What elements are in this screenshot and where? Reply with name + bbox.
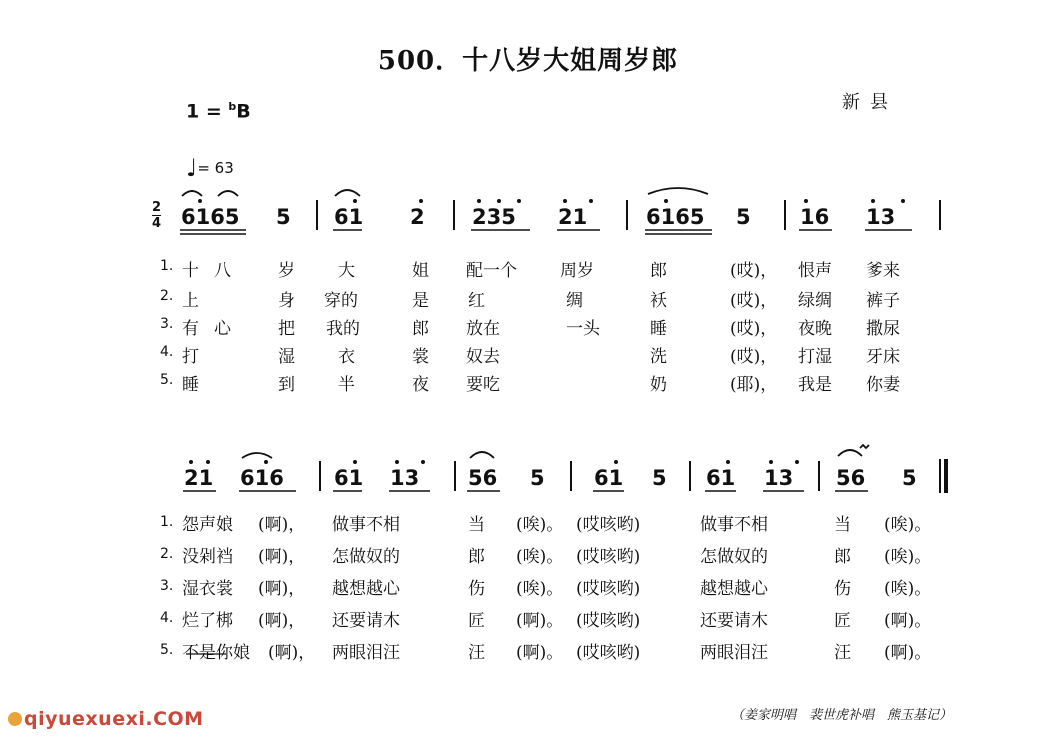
- octave-dot: [726, 460, 730, 464]
- lyric: 怨声娘: [182, 515, 233, 535]
- lyric: 怎做奴的: [700, 547, 768, 567]
- lyric: 还要请木: [332, 611, 400, 631]
- lyric: 郎: [834, 547, 851, 567]
- credit-line: （姜家明唱 裴世虎补唱 熊玉基记）: [730, 708, 952, 723]
- slur: [182, 191, 202, 196]
- note-group: 5: [276, 205, 291, 229]
- lyric: 打湿: [798, 347, 832, 367]
- lyric: 两眼泪汪: [700, 643, 768, 663]
- octave-dot: [189, 460, 193, 464]
- lyric: 烂了梆: [182, 611, 233, 631]
- note-group: 16: [800, 205, 830, 229]
- key-prefix: 1 =: [186, 100, 222, 123]
- verse-number: 5.: [160, 372, 174, 388]
- note-group: 56: [468, 466, 498, 490]
- lyric: 夜晚: [798, 319, 832, 339]
- lyric: (啊)，: [258, 579, 306, 599]
- lyric: 身: [278, 291, 295, 311]
- lyric: (唉)。: [884, 579, 932, 599]
- lyric: (啊)。: [516, 643, 564, 663]
- octave-dot: [497, 199, 501, 203]
- lyric: (啊)，: [258, 515, 306, 535]
- lyric: 恨声: [798, 261, 832, 281]
- octave-dots: [189, 199, 905, 464]
- verse-number: 3.: [160, 316, 174, 332]
- bar-lines: [317, 200, 946, 493]
- lyric: 奴去: [466, 347, 500, 367]
- lyric: 岁: [278, 261, 295, 281]
- note-group: 5: [530, 466, 545, 490]
- lyric: 撒尿: [866, 319, 900, 339]
- key-flat: b: [228, 100, 237, 113]
- octave-dot: [795, 460, 799, 464]
- tempo-value: = 63: [197, 159, 234, 177]
- lyric: 夜: [412, 375, 429, 395]
- lyric: 打: [182, 347, 199, 367]
- site-watermark: [8, 708, 204, 730]
- lyric: 越想越心: [332, 579, 400, 599]
- lyric: (耶)，: [730, 375, 778, 395]
- lyric: 没剁裆: [182, 547, 233, 567]
- note-group: 21: [558, 205, 588, 229]
- watermark-logo-icon: [8, 712, 22, 726]
- note-group: 6165: [181, 205, 240, 229]
- lyric: 洗: [650, 347, 667, 367]
- lyric: 周岁: [560, 261, 594, 281]
- lyric: 一头: [566, 319, 600, 339]
- octave-dot: [419, 199, 423, 203]
- lyric: (唉)。: [516, 547, 564, 567]
- lyric: (哎)，: [730, 291, 778, 311]
- verse-number: 1.: [160, 514, 174, 530]
- note-group: 2: [410, 205, 425, 229]
- lyric: 匠: [468, 611, 485, 631]
- lyric: 牙床: [866, 347, 900, 367]
- lyric: 衣: [338, 347, 355, 367]
- verse-number: 1.: [160, 258, 174, 274]
- slur: [470, 452, 494, 458]
- lyric: 睡: [650, 319, 667, 339]
- lyric: 奶: [650, 375, 667, 395]
- octave-dot: [614, 460, 618, 464]
- lyric: (哎咳哟): [576, 643, 641, 663]
- verse-number: 5.: [160, 642, 174, 658]
- octave-dot: [664, 199, 668, 203]
- lyric: 心: [214, 319, 231, 339]
- lyric: (啊)。: [516, 611, 564, 631]
- octave-dot: [871, 199, 875, 203]
- lyric: 半: [338, 375, 355, 395]
- lyric: 做事不相: [332, 515, 400, 535]
- lyric: 还要请木: [700, 611, 768, 631]
- watermark-text: qiyuexuexi.COM: [24, 708, 204, 730]
- lyric: 红: [468, 291, 485, 311]
- note-group: 13: [764, 466, 794, 490]
- octave-dot: [477, 199, 481, 203]
- verse-number: 2.: [160, 546, 174, 562]
- lyric: 裤子: [866, 291, 900, 311]
- time-signature-bottom: 4: [152, 216, 162, 231]
- note-group: 61: [706, 466, 736, 490]
- lyric: (唉)。: [884, 515, 932, 535]
- octave-dot: [769, 460, 773, 464]
- lyric: 大: [338, 261, 355, 281]
- lyric: 我是: [798, 375, 832, 395]
- lyric: 伤: [468, 579, 485, 599]
- octave-dot: [353, 199, 357, 203]
- lyric: (啊)。: [884, 611, 932, 631]
- lyric: 你妻: [866, 375, 900, 395]
- note-group: 21: [184, 466, 214, 490]
- note-group: 13: [390, 466, 420, 490]
- octave-dot: [264, 460, 268, 464]
- lyric: 做事不相: [700, 515, 768, 535]
- lyric: 是: [412, 291, 429, 311]
- lyric: 郎: [650, 261, 667, 281]
- lyric: 伤: [834, 579, 851, 599]
- lyric: 上: [182, 291, 199, 311]
- octave-dot: [395, 460, 399, 464]
- lyric: 十: [182, 261, 199, 281]
- octave-dot: [901, 199, 905, 203]
- slur: [242, 453, 272, 458]
- slur: [838, 450, 862, 456]
- lyric: (哎)，: [730, 347, 778, 367]
- lyric: 八: [214, 261, 231, 281]
- note-group: 5: [902, 466, 917, 490]
- note-group: 61: [334, 466, 364, 490]
- time-signature-top: 2: [152, 200, 162, 215]
- octave-dot: [563, 199, 567, 203]
- lyric: 湿: [278, 347, 295, 367]
- lyric: 放在: [466, 319, 500, 339]
- lyric: 穿的: [324, 291, 358, 311]
- lyric: 到: [278, 375, 295, 395]
- lyric: 我的: [326, 319, 360, 339]
- key-note: B: [236, 100, 251, 123]
- region-label: 新县: [842, 92, 898, 113]
- note-group: 5: [652, 466, 667, 490]
- verse-number: 4.: [160, 610, 174, 626]
- lyric: (哎咳哟): [576, 611, 641, 631]
- lyric: (唉)。: [516, 515, 564, 535]
- octave-dot: [198, 199, 202, 203]
- lyric: 配一个: [466, 261, 517, 281]
- lyric: 越想越心: [700, 579, 768, 599]
- note-group: 6165: [646, 205, 705, 229]
- lyric: 绸: [566, 291, 583, 311]
- lyric: 有: [182, 319, 199, 339]
- lyric: 爹来: [866, 261, 900, 281]
- note-group: 5: [736, 205, 751, 229]
- octave-dot: [421, 460, 425, 464]
- lyric: 姐: [412, 261, 429, 281]
- note-group: 56: [836, 466, 866, 490]
- lyric: (啊)，: [268, 643, 316, 663]
- octave-dot: [517, 199, 521, 203]
- lyric: 怎做奴的: [332, 547, 400, 567]
- lyric: 袄: [650, 291, 667, 311]
- verse-number: 2.: [160, 288, 174, 304]
- slur: [218, 191, 238, 196]
- song-title: 500．十八岁大姐周岁郎: [377, 46, 679, 76]
- lyric: 郎: [412, 319, 429, 339]
- lyric: (哎咳哟): [576, 547, 641, 567]
- verse-number: 3.: [160, 578, 174, 594]
- octave-dot: [589, 199, 593, 203]
- lyric: (哎咳哟): [576, 515, 641, 535]
- slur: [335, 190, 360, 196]
- lyric: (啊)，: [258, 547, 306, 567]
- lyric: 裳: [412, 347, 429, 367]
- slur: [648, 188, 708, 194]
- lyric: 绿绸: [798, 291, 832, 311]
- lyric: 汪: [834, 643, 851, 663]
- lyric: 要吃: [466, 375, 500, 395]
- lyric: 匠: [834, 611, 851, 631]
- lyric: (唉)。: [516, 579, 564, 599]
- lyric: 湿衣裳: [182, 579, 233, 599]
- note-group: 61: [594, 466, 624, 490]
- lyric: 不是你娘: [182, 643, 250, 663]
- verse-number: 4.: [160, 344, 174, 360]
- quarter-note-icon: ♩: [186, 154, 198, 182]
- lyric: (哎)，: [730, 319, 778, 339]
- lyric: 汪: [468, 643, 485, 663]
- octave-dot: [804, 199, 808, 203]
- note-group: 235: [472, 205, 516, 229]
- lyric: 两眼泪汪: [332, 643, 400, 663]
- beam-lines: [180, 230, 912, 491]
- note-group: 616: [240, 466, 284, 490]
- lyric: 当: [834, 515, 851, 535]
- lyric: (唉)。: [884, 547, 932, 567]
- note-group: 61: [334, 205, 364, 229]
- slurs: [182, 188, 869, 458]
- lyric: 郎: [468, 547, 485, 567]
- lyric: (啊)，: [258, 611, 306, 631]
- lyric: 当: [468, 515, 485, 535]
- octave-dot: [206, 460, 210, 464]
- lyric: (哎咳哟): [576, 579, 641, 599]
- trill-mark: [860, 445, 869, 448]
- octave-dot: [353, 460, 357, 464]
- note-group: 13: [866, 205, 896, 229]
- lyric: 睡: [182, 375, 199, 395]
- lyric: (啊)。: [884, 643, 932, 663]
- lyric: 把: [278, 319, 295, 339]
- lyric: (哎)，: [730, 261, 778, 281]
